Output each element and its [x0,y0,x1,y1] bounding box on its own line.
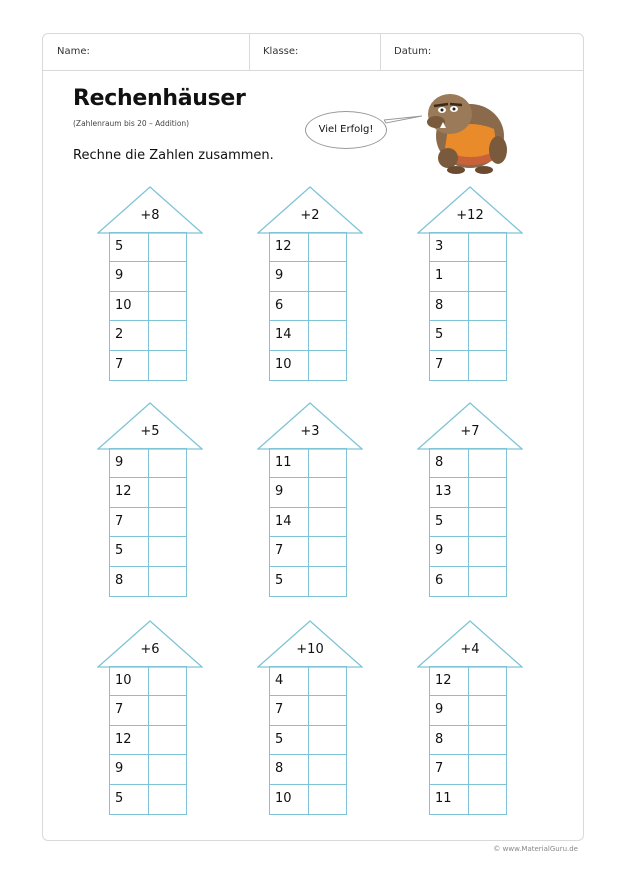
task-instruction: Rechne die Zahlen zusammen. [73,148,274,163]
house-table [269,232,347,381]
answer-cell[interactable] [149,537,186,565]
house-row [270,537,346,566]
house-row [270,351,346,380]
house-row [110,321,186,350]
house-row [430,726,506,755]
house-number-cell: 13 [430,478,469,506]
house-number-cell: 9 [110,262,149,290]
house-number-cell: 7 [110,696,149,724]
answer-cell[interactable] [149,667,186,695]
house-operator: +12 [456,208,484,223]
house-row [110,478,186,507]
answer-cell[interactable] [149,351,186,380]
house-operator: +6 [140,642,160,657]
house-row [270,449,346,478]
house-number-cell: 8 [430,449,469,477]
answer-cell[interactable] [469,567,506,596]
answer-cell[interactable] [309,537,346,565]
house-number-cell: 14 [270,508,309,536]
answer-cell[interactable] [309,667,346,695]
house-number-cell: 6 [430,567,469,596]
house-row [110,537,186,566]
house-number-cell: 4 [270,667,309,695]
house-row [430,696,506,725]
house-number-cell: 10 [110,667,149,695]
house-number-cell: 1 [430,262,469,290]
answer-cell[interactable] [309,351,346,380]
house-number-cell: 9 [110,449,149,477]
house-number-cell: 7 [430,755,469,783]
answer-cell[interactable] [149,321,186,349]
house-row [270,292,346,321]
class-field[interactable] [249,34,380,70]
house-operator: +5 [140,424,160,439]
house-number-cell: 12 [270,233,309,261]
house-operator: +4 [460,642,480,657]
house-number-cell: 5 [110,785,149,814]
house-number-cell: 11 [270,449,309,477]
page-title: Rechenhäuser [73,86,246,111]
answer-cell[interactable] [149,292,186,320]
house-row [110,449,186,478]
name-field[interactable] [43,34,249,70]
answer-cell[interactable] [149,785,186,814]
answer-cell[interactable] [149,755,186,783]
house-row [110,755,186,784]
house-row [110,233,186,262]
answer-cell[interactable] [469,508,506,536]
house-number-cell: 10 [270,785,309,814]
house-row [430,233,506,262]
house-row [430,537,506,566]
house-operator: +7 [460,424,480,439]
house-number-cell: 10 [270,351,309,380]
answer-cell[interactable] [309,262,346,290]
house-number-cell: 8 [110,567,149,596]
house-row [270,478,346,507]
name-label: Name: [57,46,90,57]
house-row [110,351,186,380]
answer-cell[interactable] [149,449,186,477]
answer-cell[interactable] [469,292,506,320]
house-number-cell: 5 [430,508,469,536]
house-number-cell: 5 [110,233,149,261]
answer-cell[interactable] [469,478,506,506]
answer-cell[interactable] [149,233,186,261]
house-number-cell: 9 [110,755,149,783]
answer-cell[interactable] [469,449,506,477]
answer-cell[interactable] [469,262,506,290]
house-row [270,667,346,696]
house-row [270,567,346,596]
house-row [430,292,506,321]
house-number-cell: 14 [270,321,309,349]
house-number-cell: 9 [430,537,469,565]
house-number-cell: 8 [270,755,309,783]
class-label: Klasse: [263,46,299,57]
house-row [430,478,506,507]
house-number-cell: 2 [110,321,149,349]
house-number-cell: 5 [430,321,469,349]
house-table [109,666,187,815]
house-table [269,448,347,597]
speech-bubble-tail [384,114,422,124]
house-number-cell: 8 [430,292,469,320]
house-row [270,726,346,755]
house-number-cell: 3 [430,233,469,261]
answer-cell[interactable] [309,292,346,320]
house-row [270,696,346,725]
house-number-cell: 7 [430,351,469,380]
answer-cell[interactable] [309,508,346,536]
date-field[interactable] [380,34,585,70]
house-row [430,508,506,537]
house-number-cell: 12 [430,667,469,695]
house-table [429,666,507,815]
answer-cell[interactable] [309,696,346,724]
header-row [43,34,583,71]
house-table [429,232,507,381]
answer-cell[interactable] [309,567,346,596]
speech-bubble-text: Viel Erfolg! [318,124,374,135]
house-number-cell: 7 [110,508,149,536]
house-row [270,233,346,262]
answer-cell[interactable] [309,478,346,506]
house-number-cell: 12 [110,478,149,506]
house-row [270,321,346,350]
house-row [110,696,186,725]
house-row [430,449,506,478]
answer-cell[interactable] [149,508,186,536]
house-number-cell: 8 [430,726,469,754]
house-number-cell: 9 [270,478,309,506]
answer-cell[interactable] [469,696,506,724]
answer-cell[interactable] [469,351,506,380]
answer-cell[interactable] [469,537,506,565]
house-row [110,262,186,291]
answer-cell[interactable] [309,449,346,477]
house-table [429,448,507,597]
house-number-cell: 7 [110,351,149,380]
answer-cell[interactable] [149,262,186,290]
house-row [430,667,506,696]
answer-cell[interactable] [309,755,346,783]
house-number-cell: 7 [270,696,309,724]
page-subtitle: (Zahlenraum bis 20 – Addition) [73,119,190,128]
speech-bubble [305,111,387,149]
house-number-cell: 12 [110,726,149,754]
house-table [109,448,187,597]
house-row [270,785,346,814]
house-number-cell: 6 [270,292,309,320]
copyright-footer: © www.MaterialGuru.de [493,845,578,853]
house-row [110,785,186,814]
house-table [269,666,347,815]
answer-cell[interactable] [149,567,186,596]
answer-cell[interactable] [469,785,506,814]
house-number-cell: 5 [270,567,309,596]
answer-cell[interactable] [149,696,186,724]
answer-cell[interactable] [149,726,186,754]
house-row [110,667,186,696]
house-row [110,508,186,537]
house-number-cell: 9 [270,262,309,290]
troll-mascot-illustration [418,84,516,174]
date-label: Datum: [394,46,432,57]
house-number-cell: 5 [110,537,149,565]
house-row [430,785,506,814]
answer-cell[interactable] [469,233,506,261]
answer-cell[interactable] [309,726,346,754]
house-number-cell: 11 [430,785,469,814]
answer-cell[interactable] [469,755,506,783]
house-operator: +8 [140,208,160,223]
answer-cell[interactable] [149,478,186,506]
house-row [430,755,506,784]
answer-cell[interactable] [469,726,506,754]
house-row [430,351,506,380]
house-number-cell: 10 [110,292,149,320]
house-number-cell: 7 [270,537,309,565]
house-operator: +10 [296,642,324,657]
answer-cell[interactable] [309,233,346,261]
house-row [430,262,506,291]
house-table [109,232,187,381]
house-number-cell: 9 [430,696,469,724]
answer-cell[interactable] [309,321,346,349]
house-number-cell: 5 [270,726,309,754]
house-row [270,755,346,784]
house-row [430,567,506,596]
answer-cell[interactable] [469,667,506,695]
house-row [430,321,506,350]
house-row [270,262,346,291]
answer-cell[interactable] [469,321,506,349]
answer-cell[interactable] [309,785,346,814]
house-row [110,567,186,596]
house-operator: +2 [300,208,320,223]
house-row [270,508,346,537]
house-row [110,292,186,321]
house-row [110,726,186,755]
house-operator: +3 [300,424,320,439]
